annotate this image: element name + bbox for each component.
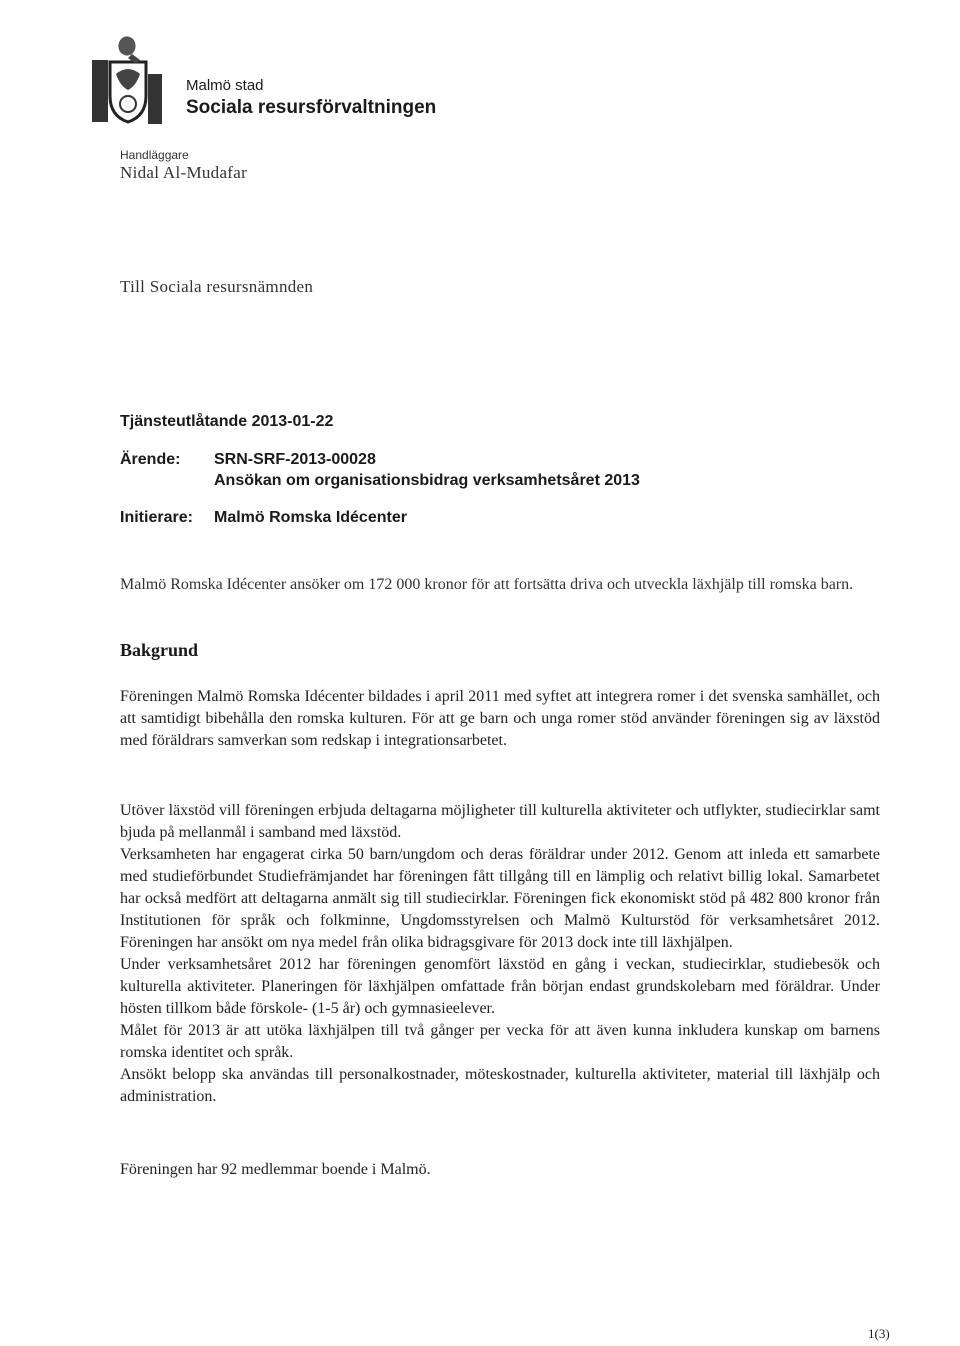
paragraph-line: Målet för 2013 är att utöka läxhjälpen till två gånger per vecka för att även kunna inkludera kunskap om barnens romska identitet och språk. — [120, 1022, 880, 1061]
initiator-value: Malmö Romska Idécenter — [214, 509, 407, 526]
background-paragraph-2 — [120, 800, 880, 1108]
handler-label: Handläggare — [120, 148, 189, 162]
background-paragraph-3 — [120, 1159, 880, 1181]
coat-of-arms-icon — [92, 34, 166, 126]
page-number: 1(3) — [868, 1326, 890, 1341]
case-subject: Ansökan om organisationsbidrag verksamhetsåret 2013 — [214, 472, 640, 489]
section-heading: Bakgrund — [120, 640, 199, 660]
paragraph-text: Föreningen Malmö Romska Idécenter bildades i april 2011 med syftet att integrera romer i det svenska samhället, och att samtidigt bibehålla den romska kulturen. För att ge barn och unga romer stöd använder föreningen sig av läxstöd med föräldrars samverkan som redskap i integrationsarbetet. — [120, 688, 880, 749]
paragraph-line: Ansökt belopp ska användas till personalkostnader, möteskostnader, kulturella aktiviteter, material till läxhjälp och administration. — [120, 1066, 880, 1105]
case-number: SRN-SRF-2013-00028 — [214, 451, 376, 468]
recipient: Till Sociala resursnämnden — [120, 277, 314, 296]
paragraph-line: Verksamheten har engagerat cirka 50 barn/ungdom och deras föräldrar under 2012. Genom att inleda ett samarbete med studieförbundet Studiefrämjandet har föreningen fått tillgång till en lämplig och relativt billig lokal. Samarbetet har också medfört att deltagarna anmält sig till studiecirklar. Föreningen fick ekonomiskt stöd på 482 800 kronor från Institutionen för språk och folkminne, Ungdomsstyrelsen och Malmö Kulturstöd för verksamhetsåret 2012. Föreningen har ansökt om nya medel från olika bidragsgivare för 2013 dock inte till läxhjälpen. — [120, 846, 880, 951]
handler-name: Nidal Al-Mudafar — [120, 163, 248, 182]
paragraph-line: Under verksamhetsåret 2012 har föreningen genomfört läxstöd en gång i veckan, studiecirklar, studiebesök och kulturella aktiviteter. Planeringen för läxhjälpen omfattade från början endast grundskolebarn med föräldrar. Under hösten tillkom både förskole- (1-5 år) och gymnasieelever. — [120, 956, 880, 1017]
paragraph-text: Föreningen har 92 medlemmar boende i Malmö. — [120, 1161, 431, 1178]
paragraph-line: Utöver läxstöd vill föreningen erbjuda deltagarna möjligheter till kulturella aktiviteter och utflykter, studiecirklar samt bjuda på mellanmål i samband med läxstöd. — [120, 802, 880, 841]
org-department: Sociala resursförvaltningen — [186, 97, 437, 118]
org-city: Malmö stad — [186, 77, 264, 94]
background-paragraph-1 — [120, 686, 880, 752]
document-type-date: Tjänsteutlåtande 2013-01-22 — [120, 413, 334, 430]
malmo-logo — [92, 34, 166, 126]
summary-paragraph: Malmö Romska Idécenter ansöker om 172 000 kronor för att fortsätta driva och utveckla läxhjälp till romska barn. — [120, 576, 854, 593]
case-label: Ärende: — [120, 451, 181, 468]
initiator-label: Initierare: — [120, 509, 193, 526]
